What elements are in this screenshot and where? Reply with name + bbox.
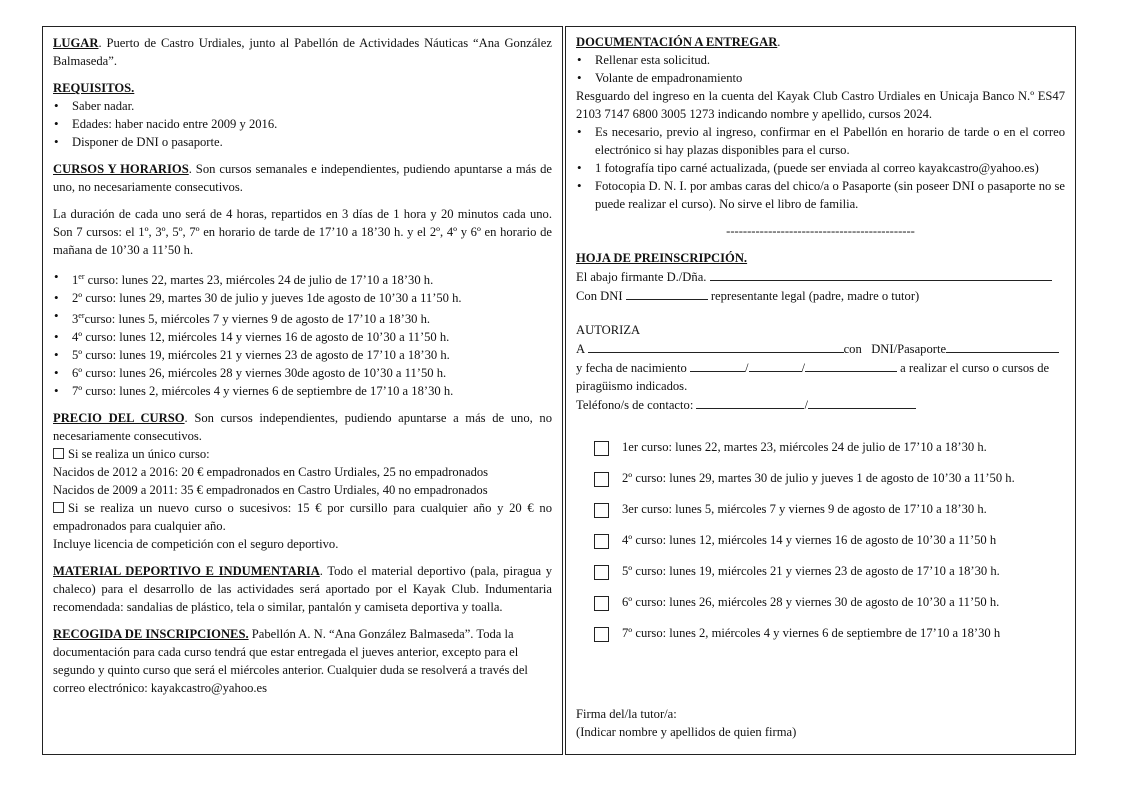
course-label: 2º curso: lunes 29, martes 30 de julio y jueves 1 de agosto de 10’30 a 11’50 h. bbox=[622, 471, 1015, 485]
course-row bbox=[576, 469, 1065, 500]
documentacion-heading: DOCUMENTACIÓN A ENTREGAR bbox=[576, 35, 778, 49]
course-label: 5º curso: lunes 19, miércoles 21 y viernes 23 de agosto de 17’10 a 18’30 h. bbox=[622, 564, 1000, 578]
precio-nuevo: Si se realiza un nuevo curso o sucesivos: 15 € por cursillo para cualquier año y 20 € no empadronados para cualquier año. bbox=[53, 501, 552, 534]
form-panel: DOCUMENTACIÓN A ENTREGAR. • Rellenar esta solicitud. • Volante de empadronamiento Resguardo del ingreso en la cuenta del Kayak Club Castro Urdiales en Unicaja Banco N.º ES47 2103 7147 6800 3005 1273 indicando nombre y apellido, cursos 2024. • Es necesario, previo al ingreso, confirmar en el Pabellón en horario de tarde o en el correo electrónico si hay plazas disponibles para el curso. • 1 fotografía tipo carné actualizada, (puede ser enviada al correo kayakcastro@yahoo.es) • Fotocopia D. N. I. por ambas caras del chico/a o Pasaporte (sin poseer DNI o pasaporte no se puede realizar el curso). No sirve el libro de familia. --------------------------------------------- HOJA DE PREINSCRIPCIÓN. El abajo firmante D./Dña. Con DNI representante legal (padre, madre o tutor) AUTORIZA A con DNI/Pasaporte y fecha de nacimiento / / a realizar el curso o cursos de piragüismo indicados. Teléfono/s de contacto: / 1er curso: lunes 22, martes 23, miércoles 24 de julio de 17’10 a 18’30 h. 2º curso: lunes 29, martes 30 de julio y jueves 1 de agosto de 10’30 a 11’50 h. 3er curso: lunes 5, miércoles 7 y viernes 9 de agosto de 17’10 a 18’30 h. 4º curso: lunes 12, miércoles 14 y viernes 16 de agosto de 10’30 a 11’50 h 5º curso: lunes 19, miércoles 21 y viernes 23 de agosto de 17’10 a 18’30 h. 6º curso: lunes 26, miércoles 28 y viernes 30 de agosto de 10’30 a 11’50 h. 7º curso: lunes 2, miércoles 4 y viernes 6 de septiembre de 17’10 a 18’30 h Firma del/la tutor/a: (Indicar nombre y apellidos de quien firma) bbox=[565, 26, 1076, 755]
list-item: • Fotocopia D. N. I. por ambas caras del chico/a o Pasaporte (sin poseer DNI o pasaporte no se puede realizar el curso). No sirve el libro de familia. bbox=[576, 177, 1065, 213]
course-label: 4º curso: lunes 12, miércoles 14 y viernes 16 de agosto de 10’30 a 11’50 h bbox=[622, 533, 997, 547]
cursos-heading: CURSOS Y HORARIOS bbox=[53, 162, 189, 176]
course-row bbox=[576, 500, 1065, 531]
minor-name-field[interactable] bbox=[588, 339, 844, 353]
checkbox-icon bbox=[53, 502, 64, 513]
list-item: • 1er curso: lunes 22, martes 23, miércoles 24 de julio de 17’10 a 18’30 h. bbox=[53, 268, 552, 289]
lugar-heading: LUGAR bbox=[53, 36, 99, 50]
autoriza-label: AUTORIZA bbox=[576, 323, 641, 337]
recogida-section bbox=[53, 625, 552, 697]
precio-text: . Son cursos independientes, pudiendo apuntarse a más de uno, no necesariamente consecutivos. bbox=[53, 411, 552, 444]
resguardo-text: Resguardo del ingreso en la cuenta del Kayak Club Castro Urdiales en Unicaja Banco N.º ES47 2103 7147 6800 3005 1273 indicando nombre y apellido, cursos 2024. bbox=[576, 89, 1065, 121]
course-label: 1er curso: lunes 22, martes 23, miércoles 24 de julio de 17’10 a 18’30 h. bbox=[622, 440, 987, 454]
cursos-list bbox=[53, 268, 552, 400]
documentacion-list-b bbox=[576, 123, 1065, 213]
course-row bbox=[576, 438, 1065, 469]
precio-nacidos-2: Nacidos de 2009 a 2011: 35 € empadronados en Castro Urdiales, 40 no empadronados bbox=[53, 483, 488, 498]
course-checkbox[interactable] bbox=[594, 503, 609, 518]
list-item: • Volante de empadronamiento bbox=[576, 69, 1065, 87]
cursos-section bbox=[53, 160, 552, 196]
material-section bbox=[53, 562, 552, 616]
birth-day-field[interactable] bbox=[690, 358, 745, 372]
dni-pasaporte-label: DNI/Pasaporte bbox=[871, 342, 947, 356]
con-dni-label: Con DNI bbox=[576, 289, 623, 303]
list-item: • Es necesario, previo al ingreso, confirmar en el Pabellón en horario de tarde o en el correo electrónico si hay plazas disponibles para el curso. bbox=[576, 123, 1065, 159]
course-checkbox[interactable] bbox=[594, 627, 609, 642]
course-label: 3er curso: lunes 5, miércoles 7 y viernes 9 de agosto de 17’10 a 18’30 h. bbox=[622, 502, 987, 516]
birth-month-field[interactable] bbox=[749, 358, 802, 372]
course-checkbox[interactable] bbox=[594, 534, 609, 549]
precio-licencia: Incluye licencia de competición con el seguro deportivo. bbox=[53, 537, 339, 552]
firma-label: Firma del/la tutor/a: bbox=[576, 707, 677, 721]
course-checkbox[interactable] bbox=[594, 472, 609, 487]
checkbox-icon bbox=[53, 448, 64, 459]
dni-field[interactable] bbox=[626, 286, 708, 300]
firma-note: (Indicar nombre y apellidos de quien firma) bbox=[576, 725, 797, 739]
representante-label: representante legal (padre, madre o tutor) bbox=[710, 289, 920, 303]
minor-dni-field[interactable] bbox=[946, 339, 1059, 353]
course-row bbox=[576, 624, 1065, 655]
course-row bbox=[576, 593, 1065, 624]
list-item: • Rellenar esta solicitud. bbox=[576, 51, 1065, 69]
separator-line: --------------------------------------------- bbox=[726, 224, 915, 238]
phone-field-1[interactable] bbox=[696, 395, 804, 409]
precio-unico: Si se realiza un único curso: bbox=[68, 447, 210, 462]
list-item: • 5º curso: lunes 19, miércoles 21 y viernes 23 de agosto de 17’10 a 18’30 h. bbox=[53, 346, 552, 364]
recogida-text: Pabellón A. N. “Ana González Balmaseda”. Toda la documentación para cada curso tendrá que estar entregada el jueves anterior, excepto para el segundo y quinto curso que será el miércoles anterior. Cualquier duda se resolverá a través del correo electrónico: kayakcastro@yahoo.es bbox=[53, 627, 528, 696]
course-label: 7º curso: lunes 2, miércoles 4 y viernes 6 de septiembre de 17’10 a 18’30 h bbox=[622, 626, 1001, 640]
con-label: con bbox=[843, 342, 862, 356]
material-heading: MATERIAL DEPORTIVO E INDUMENTARIA bbox=[53, 564, 320, 579]
course-row bbox=[576, 531, 1065, 562]
info-panel bbox=[42, 26, 563, 755]
firmante-name-field[interactable] bbox=[710, 267, 1052, 281]
material-text: . Todo el material deportivo (pala, piragua y chaleco) para el desarrollo de las actividades será aportado por el Kayak Club. Indumentaria recomendada: sandalias de plástico, tela o similar, pantalón y camiseta deportiva y toalla. bbox=[53, 564, 552, 615]
course-row bbox=[576, 562, 1065, 593]
lugar-section bbox=[53, 34, 552, 70]
precio-heading: PRECIO DEL CURSO bbox=[53, 411, 185, 426]
duracion-text: La duración de cada uno será de 4 horas, repartidos en 3 días de 1 hora y 20 minutos cada uno. Son 7 cursos: el 1º, 3º, 5º, 7º en horario de tarde de 17’10 a 18’30 h. y el 2º, 4º y 6º en horario de mañana de 10’30 a 11’50 h. bbox=[53, 207, 552, 257]
phone-field-2[interactable] bbox=[808, 395, 916, 409]
recogida-heading: RECOGIDA DE INSCRIPCIONES. bbox=[53, 627, 249, 642]
precio-section bbox=[53, 409, 552, 445]
cursos-text: . Son cursos semanales e independientes, pudiendo apuntarse a más de uno, no necesariamente consecutivos. bbox=[53, 162, 552, 194]
requisitos-heading: REQUISITOS. bbox=[53, 81, 135, 95]
documentacion-list-a bbox=[576, 51, 1065, 87]
lugar-text: . Puerto de Castro Urdiales, junto al Pabellón de Actividades Náuticas “Ana González Balmaseda”. bbox=[53, 36, 552, 68]
course-checkbox[interactable] bbox=[594, 565, 609, 580]
realizar-label: a realizar el curso o cursos de bbox=[900, 361, 1050, 375]
signature-block bbox=[576, 705, 796, 741]
telefono-label: Teléfono/s de contacto: bbox=[576, 398, 694, 412]
list-item: • 7º curso: lunes 2, miércoles 4 y viernes 6 de septiembre de 17’10 a 18’30 h. bbox=[53, 382, 552, 400]
precio-nacidos-1: Nacidos de 2012 a 2016: 20 € empadronados en Castro Urdiales, 25 no empadronados bbox=[53, 465, 489, 480]
course-checkbox[interactable] bbox=[594, 596, 609, 611]
piraguismo-label: piragüismo indicados. bbox=[576, 379, 688, 393]
list-item: • 3ercurso: lunes 5, miércoles 7 y viernes 9 de agosto de 17’10 a 18’30 h. bbox=[53, 307, 552, 328]
list-item: • Disponer de DNI o pasaporte. bbox=[53, 133, 552, 151]
list-item: • Edades: haber nacido entre 2009 y 2016. bbox=[53, 115, 552, 133]
firmante-label: El abajo firmante D./Dña. bbox=[576, 270, 707, 284]
fecha-label: y fecha de nacimiento bbox=[576, 361, 687, 375]
course-label: 6º curso: lunes 26, miércoles 28 y viernes 30 de agosto de 10’30 a 11’50 h. bbox=[622, 595, 1000, 609]
list-item: • Saber nadar. bbox=[53, 97, 552, 115]
hoja-heading: HOJA DE PREINSCRIPCIÓN. bbox=[576, 251, 748, 265]
course-checkbox[interactable] bbox=[594, 441, 609, 456]
list-item: • 1 fotografía tipo carné actualizada, (puede ser enviada al correo kayakcastro@yahoo.es) bbox=[576, 159, 1065, 177]
list-item: • 2º curso: lunes 29, martes 30 de julio y jueves 1de agosto de 10’30 a 11’50 h. bbox=[53, 289, 552, 307]
list-item: • 4º curso: lunes 12, miércoles 14 y viernes 16 de agosto de 10’30 a 11’50 h. bbox=[53, 328, 552, 346]
birth-year-field[interactable] bbox=[805, 358, 897, 372]
course-checklist bbox=[576, 438, 1065, 655]
a-label: A bbox=[576, 342, 585, 356]
list-item: • 6º curso: lunes 26, miércoles 28 y viernes 30de agosto de 10’30 a 11’50 h. bbox=[53, 364, 552, 382]
requisitos-list bbox=[53, 97, 552, 151]
